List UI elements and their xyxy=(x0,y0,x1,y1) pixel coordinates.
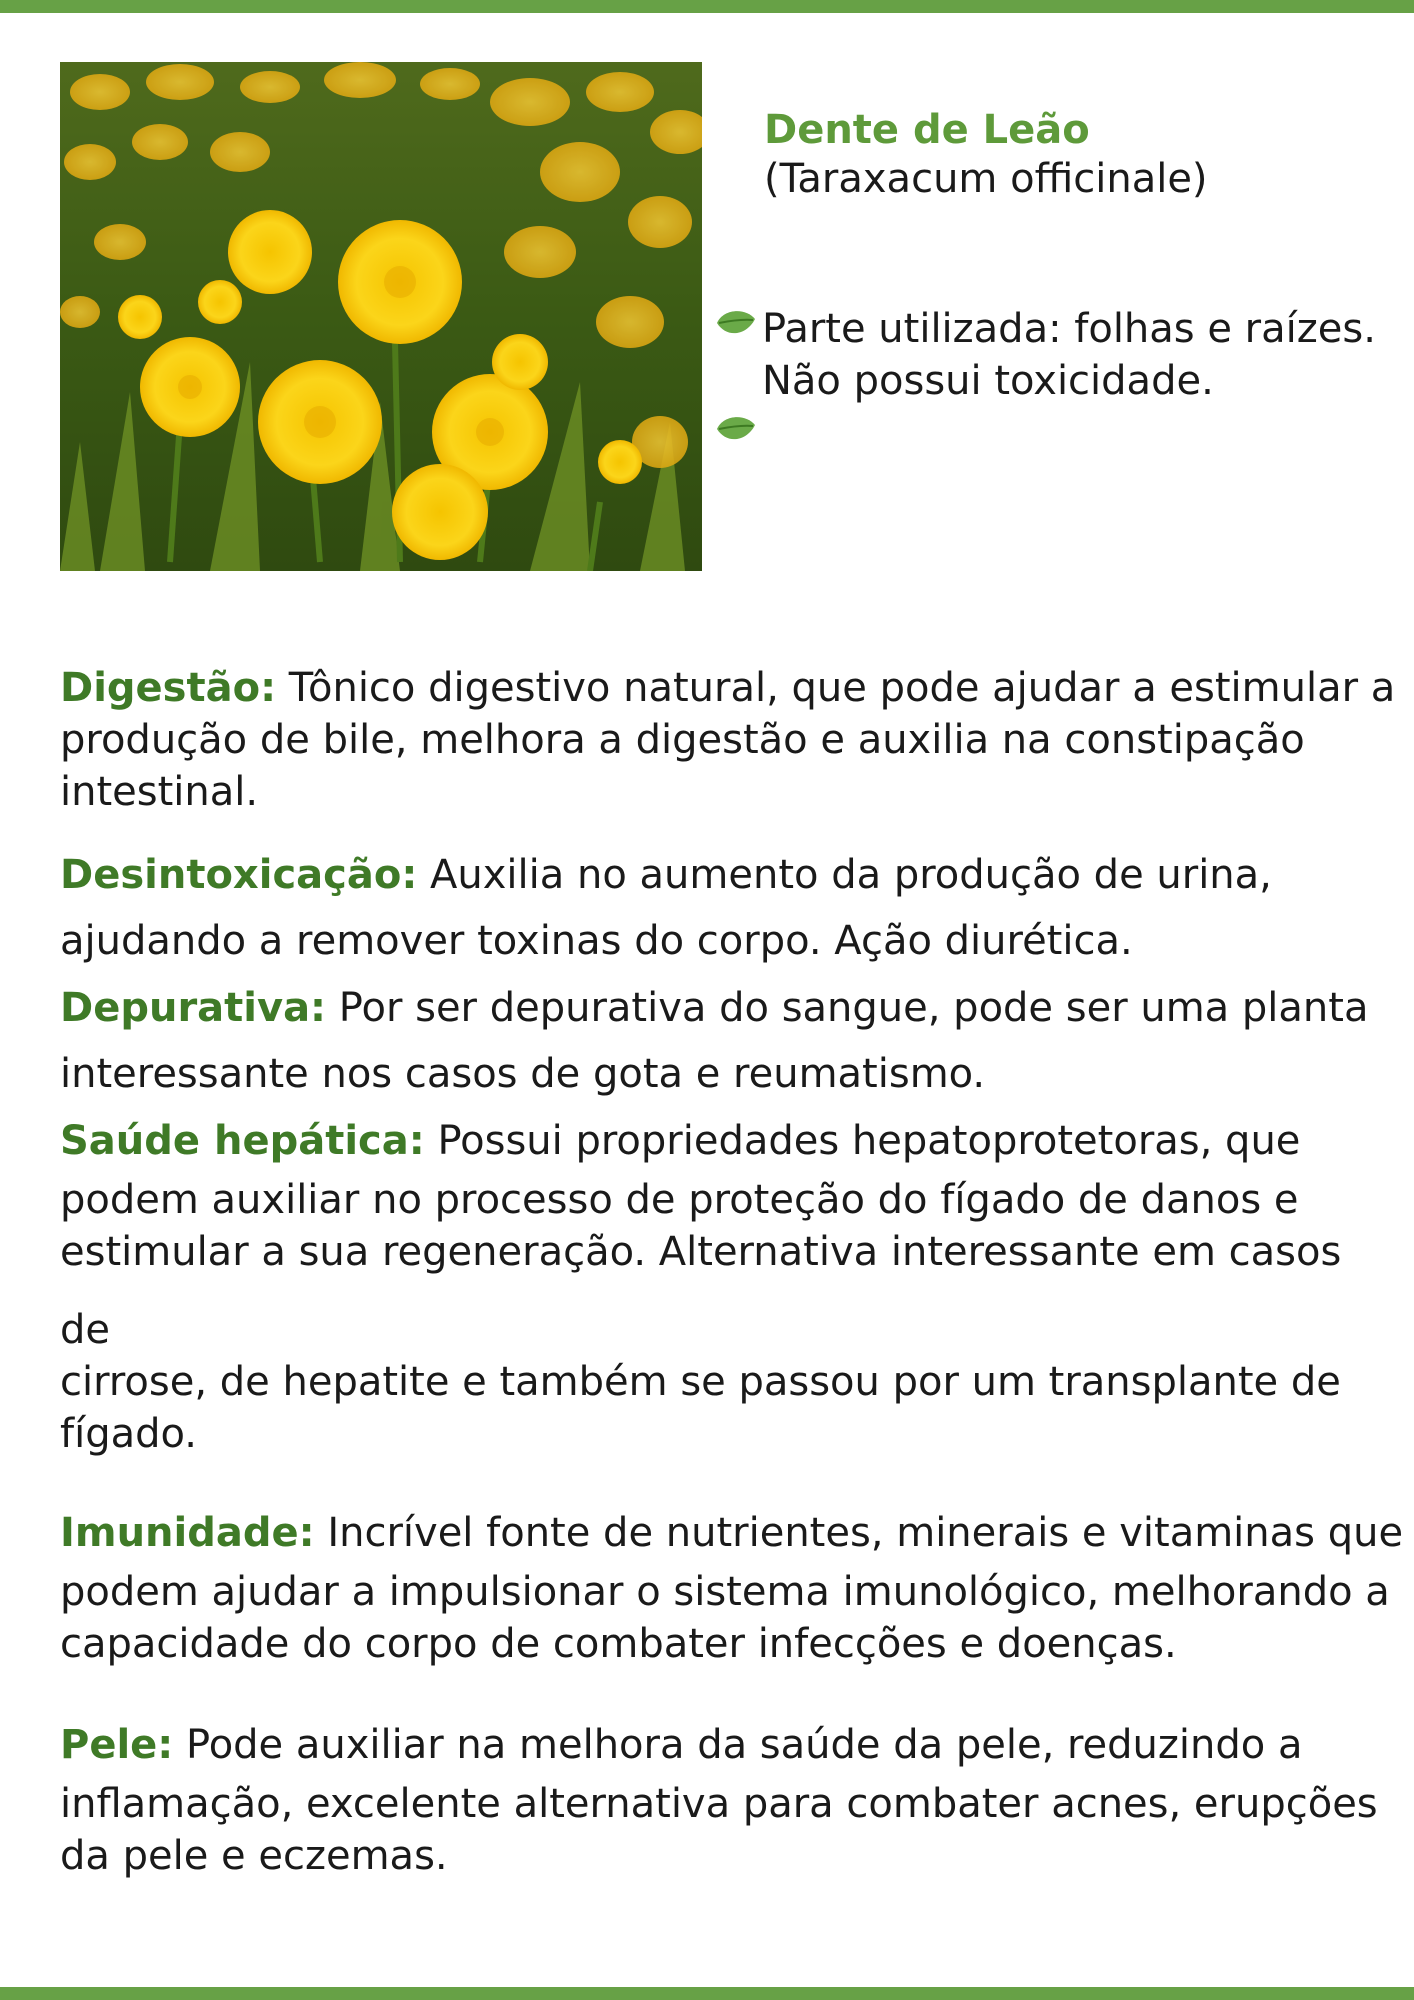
leaf-icon xyxy=(715,307,757,341)
toxicity-text: Não possui toxicidade. xyxy=(762,358,1214,404)
benefit-label: Imunidade: xyxy=(60,1510,315,1556)
benefit-imunidade: Imunidade: Incrível fonte de nutrientes, minerais e vitaminas que podem ajudar a impulsionar o sistema imunológico, melhorando a capacidade do corpo de combater infecções e doenças. xyxy=(60,1510,1404,1667)
benefit-saude-hepatica: Saúde hepática: Possui propriedades hepatoprotetoras, que podem auxiliar no processo de proteção do fígado de danos e estimular a sua regeneração. Alternativa interessante em casos de cirrose, de hepatite e também se passou por um transplante de fígado. xyxy=(60,1118,1342,1457)
plant-info xyxy=(762,303,1376,407)
top-accent-bar xyxy=(0,0,1414,13)
benefit-depurativa: Depurativa: Por ser depurativa do sangue, pode ser uma planta interessante nos casos de gota e reumatismo. xyxy=(60,985,1369,1097)
dandelion-photo xyxy=(60,62,702,571)
benefit-label: Depurativa: xyxy=(60,985,327,1031)
benefit-label: Pele: xyxy=(60,1722,174,1768)
benefit-label: Digestão: xyxy=(60,665,277,711)
leaf-icon xyxy=(715,413,757,447)
benefit-label: Saúde hepática: xyxy=(60,1118,425,1164)
used-part-text: Parte utilizada: folhas e raízes. xyxy=(762,306,1376,352)
benefit-label: Desintoxicação: xyxy=(60,852,418,898)
plant-scientific-name: (Taraxacum officinale) xyxy=(764,156,1208,202)
benefit-desintoxicacao: Desintoxicação: Auxilia no aumento da produção de urina, ajudando a remover toxinas do corpo. Ação diurética. xyxy=(60,852,1272,964)
benefit-digestao: Digestão: Tônico digestivo natural, que pode ajudar a estimular a produção de bile, melhora a digestão e auxilia na constipação intestinal. xyxy=(60,665,1396,815)
benefit-pele: Pele: Pode auxiliar na melhora da saúde da pele, reduzindo a inflamação, excelente alternativa para combater acnes, erupções da pele e eczemas. xyxy=(60,1722,1378,1879)
plant-name: Dente de Leão xyxy=(764,107,1090,153)
bottom-accent-bar xyxy=(0,1987,1414,2000)
